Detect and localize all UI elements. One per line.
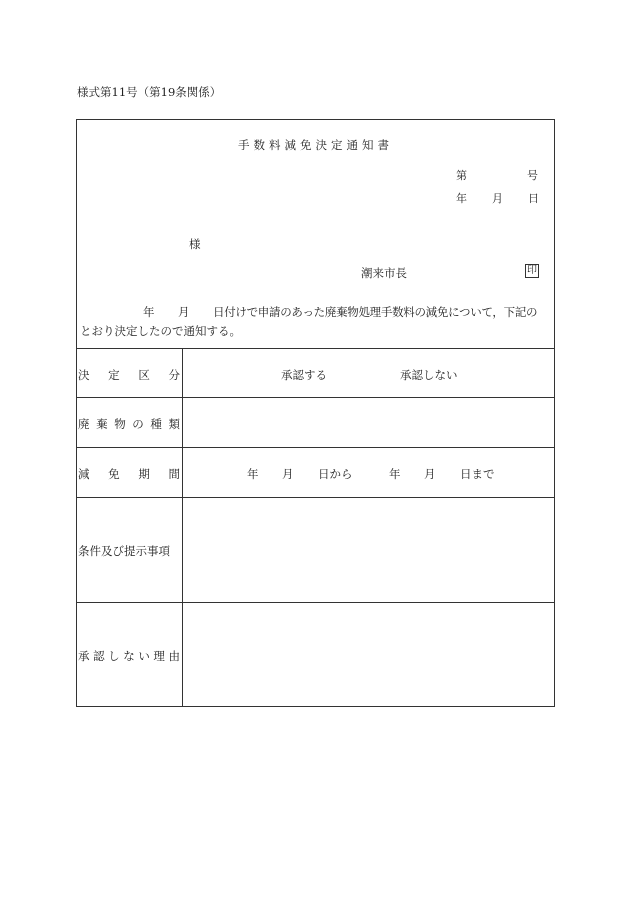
row-divider-2: [76, 447, 555, 448]
period-from-day: 日から: [318, 467, 353, 481]
period-to-day: 日まで: [460, 467, 495, 481]
period-to-month: 月: [424, 467, 436, 481]
document-title: 手数料減免決定通知書: [238, 138, 393, 152]
issuer-name: 潮来市長: [361, 266, 407, 280]
row-divider-3: [76, 497, 555, 498]
option-approve: 承認する: [281, 368, 327, 382]
body-line2: とおり決定したので通知する。: [80, 324, 241, 338]
label-column-divider: [182, 348, 183, 707]
date-year: 年: [456, 192, 467, 205]
number-suffix: 号: [527, 169, 538, 182]
period-from-month: 月: [282, 467, 294, 481]
option-reject: 承認しない: [400, 368, 458, 382]
body-line1: 日付けで申請のあった廃棄物処理手数料の減免について，下記の: [213, 305, 538, 319]
date-month: 月: [492, 192, 503, 205]
form-number-label: 様式第11号（第19条関係）: [77, 85, 222, 99]
row-divider-4: [76, 602, 555, 603]
period-from-year: 年: [247, 467, 259, 481]
body-month: 月: [178, 305, 190, 319]
number-prefix: 第: [456, 169, 467, 182]
row-divider-1: [76, 397, 555, 398]
period-to-year: 年: [389, 467, 401, 481]
label-exemption-period: 減免期間: [78, 467, 180, 481]
label-conditions: 条件及び提示事項: [78, 544, 170, 558]
seal-stamp: 印: [527, 265, 537, 276]
table-top-border: [76, 348, 555, 349]
recipient-suffix: 様: [189, 237, 201, 251]
body-year: 年: [143, 305, 155, 319]
form-frame: [76, 119, 555, 707]
label-waste-type: 廃棄物の種類: [78, 417, 180, 431]
label-rejection-reason: 承認しない理由: [78, 649, 180, 663]
label-decision-category: 決定区分: [78, 368, 180, 382]
date-day: 日: [528, 192, 539, 205]
